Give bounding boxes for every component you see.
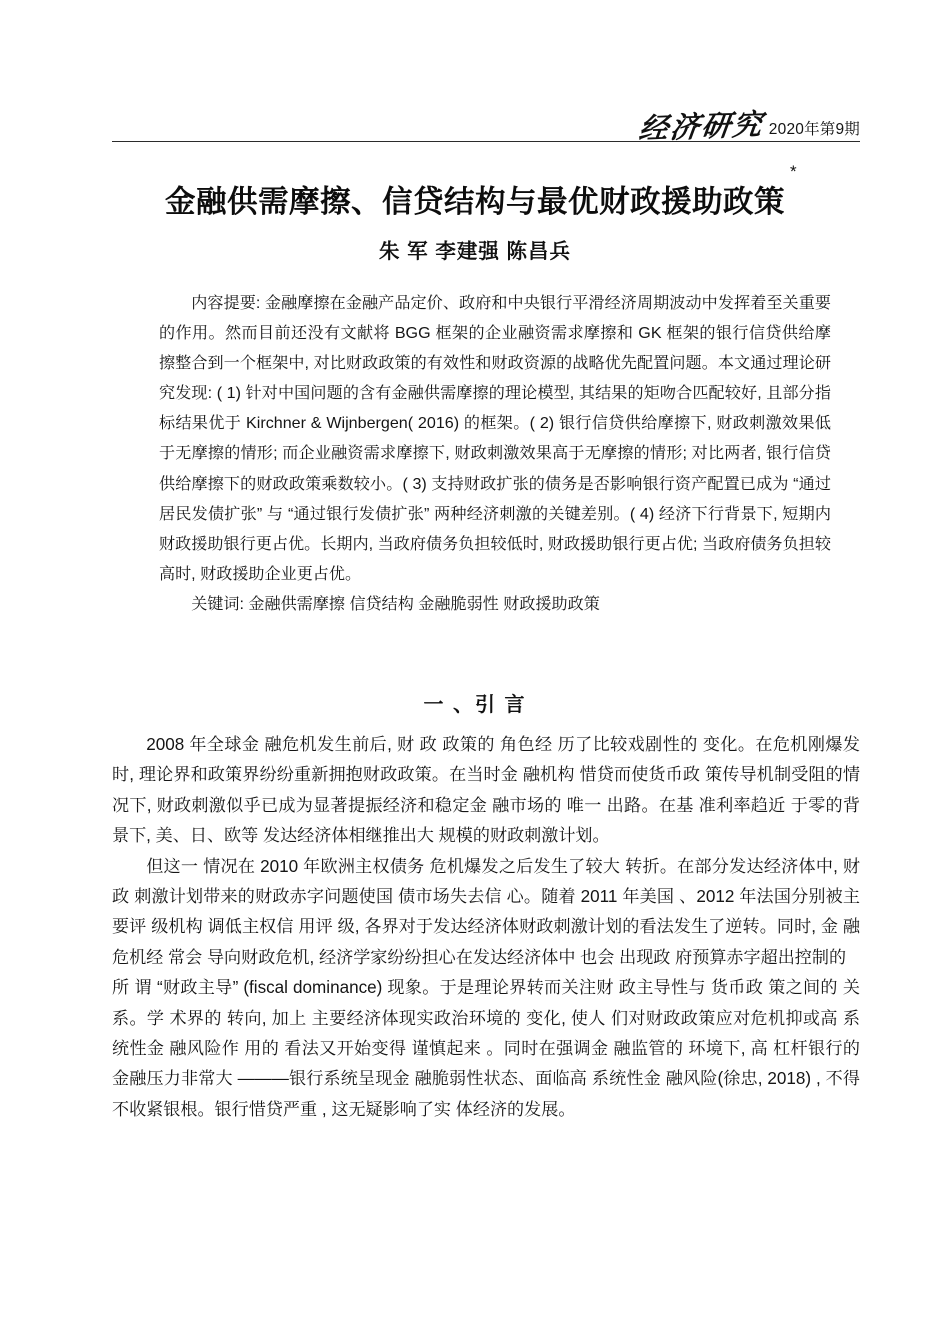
keywords-text: 关键词: 金融供需摩擦 信贷结构 金融脆弱性 财政援助政策 — [191, 594, 600, 613]
body-paragraph-1: 2008 年全球金 融危机发生前后, 财 政 政策的 角色经 历了比较戏剧性的 变化。在危机刚爆发时, 理论界和政策界纷纷重新拥抱财政政策。在当时金 融机构 惜贷而使货币政 策传导机制受阻的情况下, 财政刺激似乎已成为显著提振经济和稳定金 融市场的 唯一 出路。在基 准利率趋近 于零的背景下, 美、日、欧等 发达经济体相继推出大 规模的财政刺激计划。 — [112, 735, 860, 846]
body-paragraph-2: 但这一 情况在 2010 年欧洲主权债务 危机爆发之后发生了较大 转折。在部分发达经济体中, 财政 刺激计划带来的财政赤字问题使国 债市场失去信 心。随着 2011 年美国 、2012 年法国分别被主要评 级机构 调低主权信 用评 级, 各界对于发达经济体财政刺激计划的看法发生了逆转。同时, 金 融危机经 常会 导向财政危机, 经济学家纷纷担心在发达经济体中 也会 出现政 府预算赤字超出控制的 — [112, 856, 860, 967]
journal-logo: 经济研究 — [636, 107, 766, 146]
title-footnote-marker: * — [790, 162, 797, 181]
running-head — [112, 92, 860, 146]
section-heading-introduction: 一 、引 言 — [423, 694, 527, 716]
body-text — [112, 730, 860, 1125]
author-list: 朱 军 李建强 陈昌兵 — [378, 240, 572, 263]
abstract-block — [159, 288, 831, 619]
page-title: 金融供需摩擦、信贷结构与最优财政援助政策 — [165, 185, 785, 219]
body-paragraph-3: 所 谓 “财政主导” (fiscal dominance) 现象。于是理论界转而关注财 政主导性与 货币政 策之间的 关系。学 术界的 转向, 加上 主要经济体现实政治环境的 变化, 使人 们对财政政策应对危机抑或高 系统性金 融风险作 用的 看法又开始变得 谨慎起来 。同时在强调金 融监管的 环境下, 高 杠杆银行的 金融压力非常大 ———银行系统呈现金 融脆弱性状态、面临高 系统性金 融风险(徐忠, 2018) , 不得 不收紧银根。银行惜贷严重 , 这无疑影响了实 体经济的发展。 — [112, 978, 860, 1119]
issue-label: 2020年第9期 — [768, 120, 860, 138]
abstract-text: 内容提要: 金融摩擦在金融产品定价、政府和中央银行平滑经济周期波动中发挥着至关重要的作用。然而目前还没有文献将 BGG 框架的企业融资需求摩擦和 GK 框架的银行信贷供给摩擦整合到一个框架中, 对比财政政策的有效性和财政资源的战略优先配置问题。本文通过理论研究发现: ( 1) 针对中国问题的含有金融供需摩擦的理论模型, 其结果的矩吻合匹配较好, 且部分指标结果优于 Kirchner & Wijnbergen( 2016) 的框架。( 2) 银行信贷供给摩擦下, 财政刺激效果低于无摩擦的情形; 而企业融资需求摩擦下, 财政刺激效果高于无摩擦的情形; 对比两者, 银行信贷供给摩擦下的财政政策乘数较小。( 3) 支持财政扩张的债务是否影响银行资产配置已成为 “通过居民发债扩张” 与 “通过银行发债扩张” 两种经济刺激的关键差别。( 4) 经济下行背景下, 短期内财政援助银行更占优。长期内, 当政府债务负担较低时, 财政援助银行更占优; 当政府债务负担较高时, 财政援助企业更占优。 — [159, 294, 831, 583]
